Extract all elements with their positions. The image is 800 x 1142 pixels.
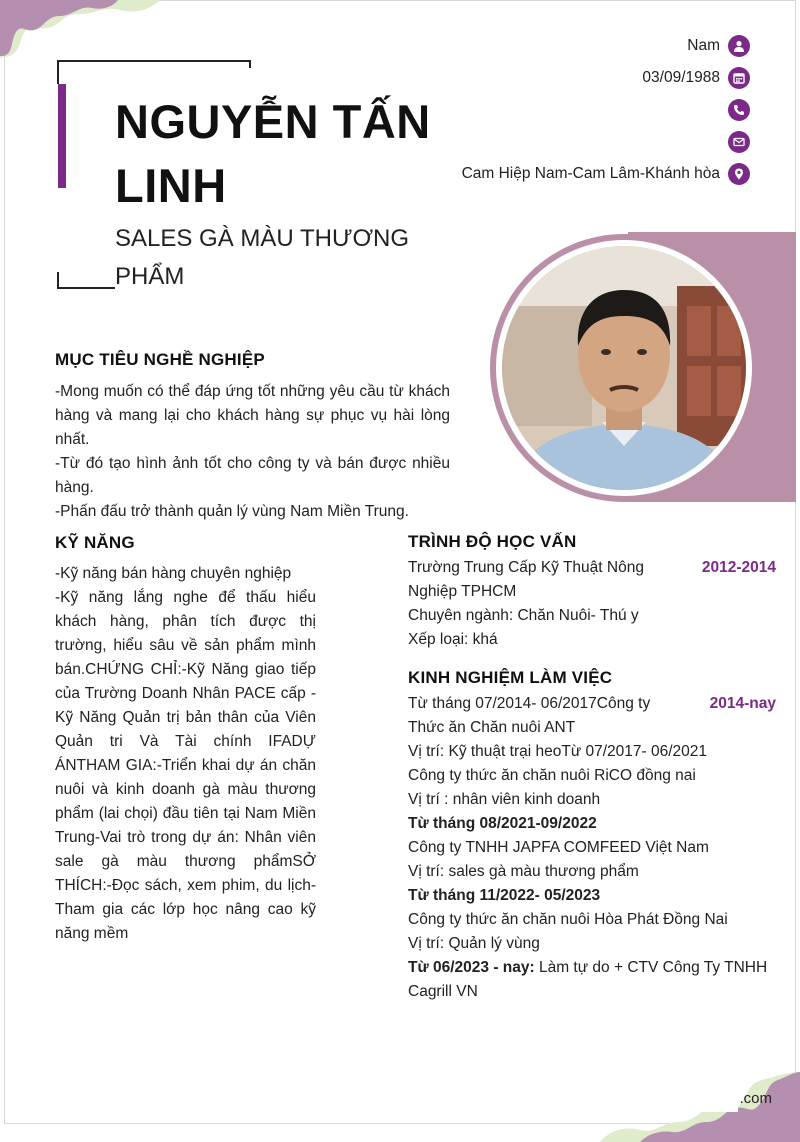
objective-text xyxy=(55,380,450,524)
contact-info xyxy=(390,30,750,190)
experience-line: Công ty TNHH JAPFA COMFEED Việt Nam xyxy=(408,839,709,856)
contact-address xyxy=(390,158,750,190)
contact-birthday xyxy=(390,62,750,94)
corner-blob-top-left xyxy=(0,0,160,60)
name-line-1: NGUYỄN TẤN xyxy=(115,95,431,148)
contact-email xyxy=(390,126,750,158)
objective-paragraph: -Từ đó tạo hình ảnh tốt cho công ty và bán được nhiều hàng. xyxy=(55,455,450,496)
contact-gender xyxy=(390,30,750,62)
job-title xyxy=(115,220,435,296)
job-title-line-2: PHẨM xyxy=(115,263,185,290)
address-text: Cam Hiệp Nam-Cam Lâm-Khánh hòa xyxy=(461,165,720,182)
experience-line xyxy=(408,884,776,908)
experience-line: Công ty thức ăn chăn nuôi Hòa Phát Đồng Nai xyxy=(408,911,728,928)
experience-date: Từ 06/2023 - nay: xyxy=(408,959,535,976)
experience-section xyxy=(408,692,776,1004)
skills-text xyxy=(55,562,316,946)
header-frame-left-bottom xyxy=(57,272,59,288)
experience-line: Vị trí: Quản lý vùng xyxy=(408,935,540,952)
contact-phone xyxy=(390,94,750,126)
education-major: Chuyên ngành: Chăn Nuôi- Thú y xyxy=(408,607,639,624)
profile-photo xyxy=(502,246,746,490)
email-icon xyxy=(728,131,750,153)
footer-mask xyxy=(672,1092,738,1112)
experience-period: 2014-nay xyxy=(709,695,776,712)
skills-paragraph: -Kỹ năng lắng nghe để thấu hiểu khách hàng, phân tích được thị trường, hiểu sâu về sản phẩm mình bán.CHỨNG CHỈ:-Kỹ Năng giao tiếp của Trường Doanh Nhân PACE cấp -Kỹ Năng Quản trị bản thân của Viên Quản tri Và Tài chính IFADỰ ÁNTHAM GIA:-Triển khai dự án chăn nuôi và kinh doanh gà màu thương phẩm (lai chọi) đầu tiên tại Nam Miền Trung-Vai trò trong dự án: Nhân viên sale gà màu thương phẩmSỞ THÍCH:-Đọc sách, xem phim, du lịch-Tham gia các lớp học nâng cao kỹ năng mềm xyxy=(55,589,316,942)
skills-title: KỸ NĂNG xyxy=(55,533,135,552)
location-icon xyxy=(728,163,750,185)
gender-text: Nam xyxy=(687,37,720,54)
education-period: 2012-2014 xyxy=(701,559,776,576)
phone-icon xyxy=(728,99,750,121)
objective-title: MỤC TIÊU NGHỀ NGHIỆP xyxy=(55,350,265,369)
objective-paragraph: -Phấn đấu trở thành quản lý vùng Nam Miền Trung. xyxy=(55,503,409,520)
birthday-text: 03/09/1988 xyxy=(642,69,720,86)
experience-line xyxy=(408,812,776,836)
experience-line: Vị trí : nhân viên kinh doanh xyxy=(408,791,601,808)
header-frame-left xyxy=(57,60,59,84)
header-frame-corner xyxy=(249,60,251,68)
header-frame-bottom xyxy=(57,287,115,289)
header-accent-bar xyxy=(58,84,66,188)
education-title: TRÌNH ĐỘ HỌC VẤN xyxy=(408,532,577,551)
experience-date: Từ tháng 08/2021-09/2022 xyxy=(408,815,597,832)
experience-entry xyxy=(408,692,776,740)
experience-line: Từ tháng 07/2014- 06/2017Công ty Thức ăn Chăn nuôi ANT xyxy=(408,695,651,736)
experience-line: Công ty thức ăn chăn nuôi RiCO đồng nai xyxy=(408,767,696,784)
user-icon xyxy=(728,35,750,57)
experience-detail: Làm tự do + CTV Công Ty TNHH Cagrill VN xyxy=(408,959,768,1000)
experience-line xyxy=(408,956,776,1004)
school-name: Trường Trung Cấp Kỹ Thuật Nông Nghiệp TPHCM xyxy=(408,559,644,600)
education-section xyxy=(408,556,776,652)
skills-paragraph: -Kỹ năng bán hàng chuyên nghiệp xyxy=(55,565,292,582)
name-line-2: LINH xyxy=(115,159,227,212)
job-title-line-1: SALES GÀ MÀU THƯƠNG xyxy=(115,225,410,252)
education-rank: Xếp loại: khá xyxy=(408,631,498,648)
experience-title: KINH NGHIỆM LÀM VIỆC xyxy=(408,668,613,687)
calendar-icon xyxy=(728,67,750,89)
education-entry xyxy=(408,556,776,604)
experience-date: Từ tháng 11/2022- 05/2023 xyxy=(408,887,601,904)
experience-line: Vị trí: sales gà màu thương phẩm xyxy=(408,863,639,880)
experience-line: Vị trí: Kỹ thuật trại heoTừ 07/2017- 06/2021 xyxy=(408,743,708,760)
header-frame-top xyxy=(57,60,251,62)
footer-site: .com xyxy=(739,1090,772,1107)
objective-paragraph: -Mong muốn có thể đáp ứng tốt những yêu cầu từ khách hàng và mang lại cho khách hàng sự phục vụ hài lòng nhất. xyxy=(55,383,450,448)
